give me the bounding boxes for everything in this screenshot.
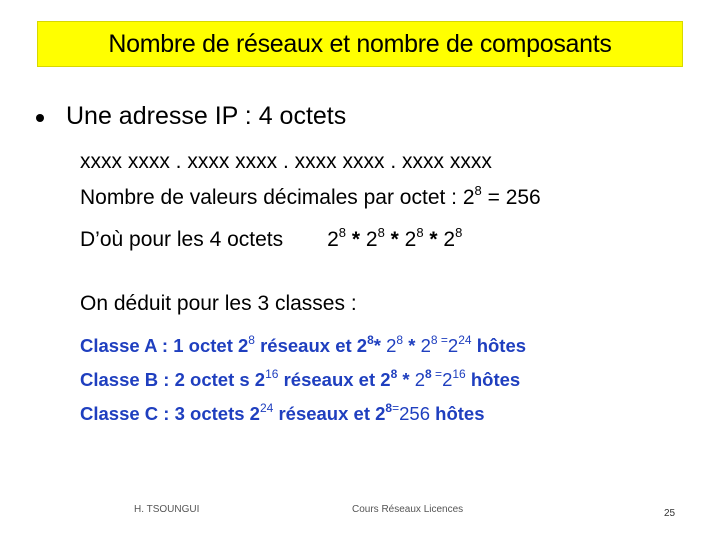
four-octets-text: D’où pour les 4 octets [80, 228, 284, 251]
footer-course: Cours Réseaux Licences [352, 504, 464, 515]
multiply-operator: * [423, 228, 444, 251]
class-c-line: Classe C : 3 octets $2^{24}$ réseaux et $2^{8=}256$ hôtes [80, 401, 485, 424]
class-b-line: Classe B : 2 octet s $2^{16}$ réseaux et $2^8 * 2^8$ $^=2^{16}$ hôtes [80, 367, 521, 390]
power-term: $2^8$ [365, 225, 385, 251]
decimal-values-exponent: 8 [474, 183, 482, 198]
decimal-values-result: = 256 [481, 186, 541, 209]
multiply-operator: * [346, 228, 366, 251]
ip-pattern-line: xxxx xxxx . xxxx xxxx . xxxx xxxx . xxxx xxxx [80, 150, 492, 173]
deduction-line: On déduit pour les 3 classes : [80, 292, 357, 315]
power-term: $2^8$ [327, 225, 347, 251]
bullet-icon [36, 114, 44, 122]
power-term: $2^8$ [404, 225, 424, 251]
class-a-line: Classe A : 1 octet $2^8$ réseaux et $2^8*$ $2^8 * 2^8$ $^=2^{24}$ hôtes [80, 333, 527, 356]
decimal-values-line [80, 183, 541, 210]
decimal-values-text: Nombre de valeurs décimales par octet : 2 [80, 186, 475, 209]
power-term: $2^8$ [443, 225, 463, 251]
slide-title: Nombre de réseaux et nombre de composants [108, 29, 612, 58]
footer-author: H. TSOUNGUI [134, 504, 200, 515]
slide-title-banner [37, 21, 683, 67]
four-octets-line [80, 225, 463, 252]
bullet-text: Une adresse IP : 4 octets [66, 102, 347, 130]
page-number: 25 [664, 508, 676, 519]
multiply-operator: * [384, 228, 405, 251]
bullet-item [36, 102, 346, 131]
